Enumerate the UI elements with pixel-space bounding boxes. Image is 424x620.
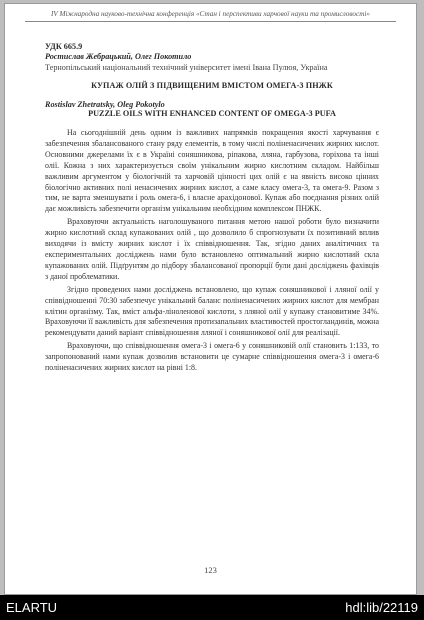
authors-english: Rostislav Zhetratsky, Oleg Pokotylo <box>45 100 165 109</box>
udk-code: УДК 665.9 <box>45 42 83 51</box>
handle-id: hdl:lib/22119 <box>345 600 418 615</box>
conference-header: IV Міжнародна науково-технічна конференція «Стан і перспективи харчової науки та промисловості» <box>25 10 396 22</box>
paragraph: Враховуючи, що співвідношення омега-3 і омега-6 у соняшниковій олії становить 1:133, то запропонований нами купаж дозволив встановити це сумарне співвідношення омега-3 і омега-6 поліненасичених жирних кислот на рівні 1:8. <box>45 341 379 373</box>
repository-name: ELARTU <box>6 600 58 615</box>
title-english: PUZZLE OILS WITH ENHANCED CONTENT OF OMEGA-3 PUFA <box>88 109 336 118</box>
title-ukrainian: КУПАЖ ОЛІЙ З ПІДВИЩЕНИМ ВМІСТОМ ОМЕГА-3 ПНЖК <box>91 81 333 90</box>
page-number: 123 <box>204 565 217 575</box>
affiliation: Тернопільський національний технічний університет імені Івана Пулюя, Україна <box>45 63 328 72</box>
authors-ukrainian: Ростислав Жебрацький, Олег Покотило <box>45 52 192 61</box>
footer-bar <box>0 595 424 620</box>
paragraph: Враховуючи актуальність наголошуваного питання метою нашої роботи було визначити жирно кислотний склад купажованих олій , що дозволило б спрогнозувати їх позитивний вплив виходячи із вмісту жирних кислот і їх співвідношення. Так, згідно даних аналітичних та експериментальних досліджень нами було встановлено оптимальний жирно кислотний скла купажованих олій. Підґрунтям до підбору збалансованої пропорції були дані досліджень фахівців з даної проблематики. <box>45 217 379 281</box>
paragraph: На сьогоднішній день одним із важливих напрямків покращення якості харчування є забезпечення збалансованого стану ряду елементів, в тому числі поліненасичених жирних кислот. Основними джерелами їх є в Україні соняшникова, ріпакова, лляна, гарбузова, горіхова та інші олії. Кожна з них характеризується своїм унікальним жирно кислотним складом. Найбільш важливим аргументом у біологічній та харчовій цінності цих олій є на явність високо цінних біологічно активних полі ненасичених жирних кислот, а саме класу омега-3, та омега-9. Разом з тим, не варта зменшувати і роль омега-6, і власне арахідонової. Купаж або поєднання різних олій дає можливість забезпечити організм унікальним необхідним комплексом ПНЖК. <box>45 128 379 214</box>
paragraph: Згідно проведених нами досліджень встановлено, що купаж соняшникової і лляної олії у співвідношенні 70:30 забезпечує унікальний баланс поліненасичених жирних кислот для мембран клітин організму. Так, вміст альфа-ліноленової кислоти, з лляної олії у купажу становитиме 34%. Враховуючи її важливість для забезпечення протизапальних властивостей простогландинів, можна рекомендувати даний варіант співвідношення лляної і соняшникової олії для реалізації. <box>45 284 379 338</box>
document-page <box>4 3 417 595</box>
body-text <box>45 128 379 376</box>
